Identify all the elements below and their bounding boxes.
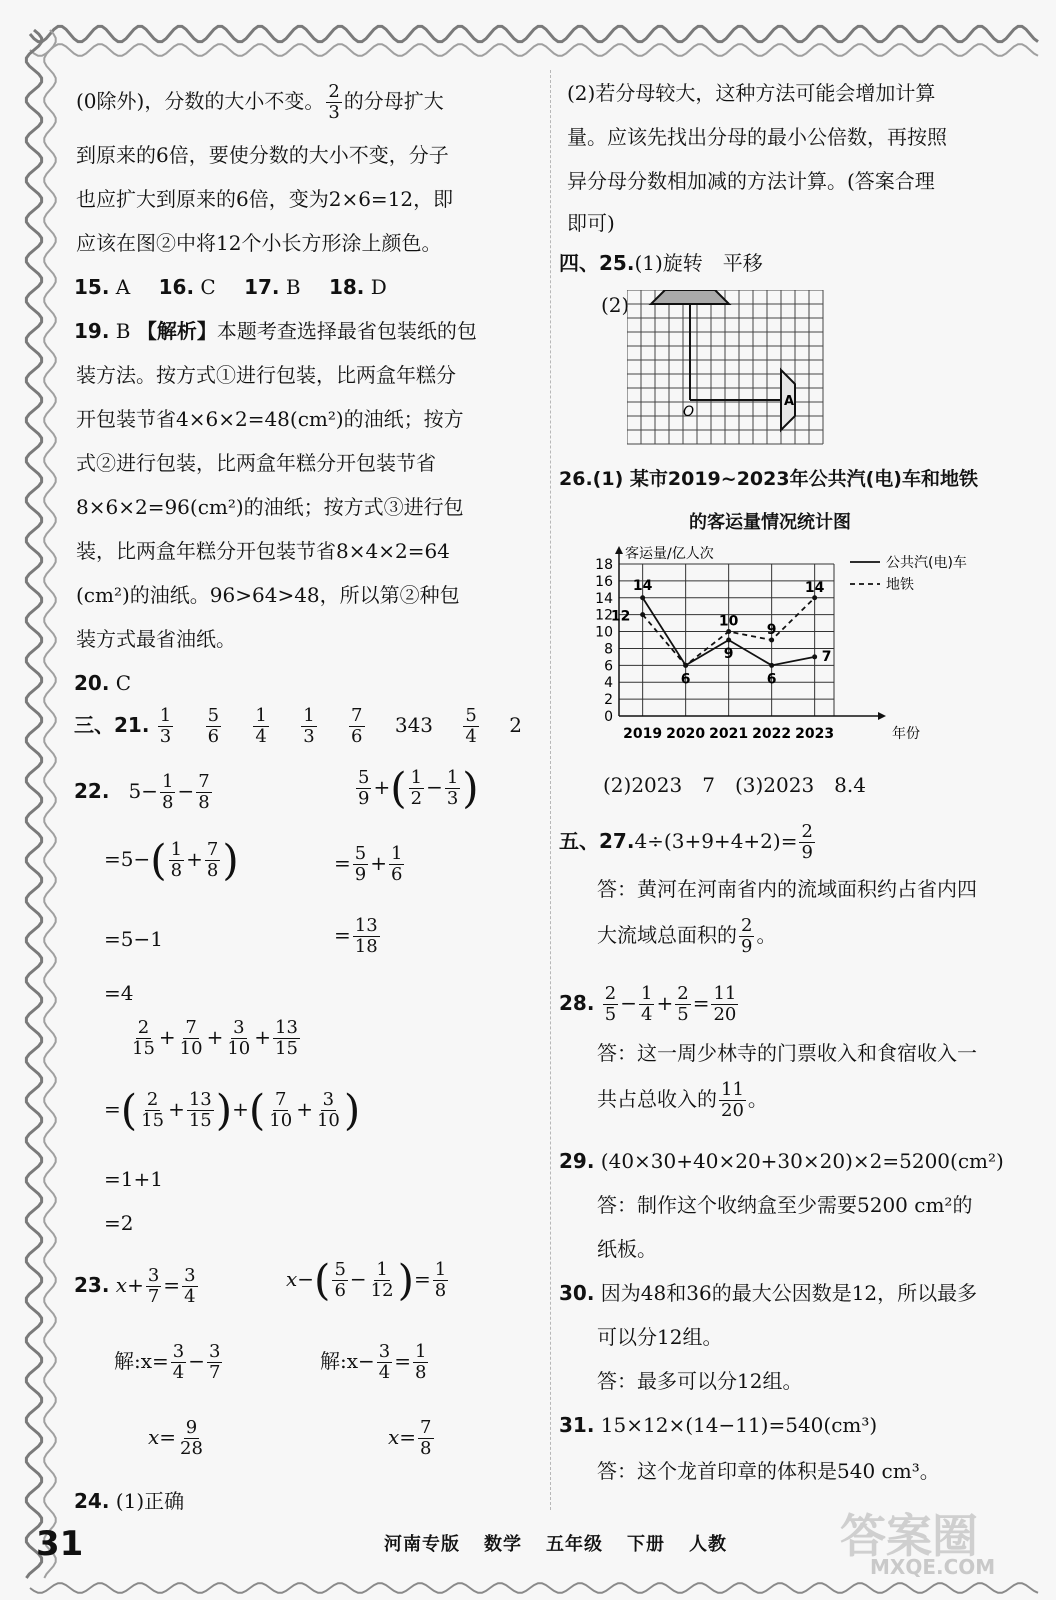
fraction: $\frac{7}{8}$ bbox=[420, 1417, 432, 1459]
text-line: 可以分12组。 bbox=[597, 1325, 723, 1349]
fraction: $\frac{5}{6}$ bbox=[334, 1259, 346, 1301]
q26-title-line: 26.(1) 某市2019~2023年公共汽(电)车和地铁 bbox=[559, 468, 978, 490]
text-line: 到原来的6倍，要使分数的大小不变，分子 bbox=[76, 143, 449, 167]
q22c-step2: =1+1 bbox=[104, 1167, 163, 1191]
fraction: $\frac{1}{6}$ bbox=[390, 843, 403, 885]
y-axis-label: 客运量/亿人次 bbox=[625, 546, 714, 562]
fraction: $\frac{3}{4}$ bbox=[378, 1341, 391, 1383]
q21-line: 三、21. $\frac{1}{3}$ $\frac{5}{6}$ $\frac{1}{4}$ $\frac{1}{3}$ $\frac{7}{6}$ 343 $\frac{5}{4}$ 2 bbox=[74, 705, 522, 747]
content-area bbox=[70, 70, 1030, 1550]
text-line: 装方式最省油纸。 bbox=[76, 627, 236, 651]
column-divider bbox=[550, 70, 551, 1510]
data-point-subway bbox=[640, 612, 645, 617]
x-axis-arrow bbox=[878, 712, 886, 720]
fraction: $\frac{1}{12}$ bbox=[370, 1259, 394, 1301]
watermark-logo: 答案圈 bbox=[840, 1509, 978, 1563]
q31-line: 31. 15×12×(14−11)=540(cm³) bbox=[559, 1413, 878, 1437]
fraction: $\frac{1}{4}$ bbox=[255, 705, 267, 747]
q28-line: 28. $\frac{2}{5}$ − $\frac{1}{4}$ + $\frac{2}{5}$ = $\frac{11}{20}$ bbox=[559, 983, 737, 1025]
q23a-line: 23. x+ $\frac{3}{7}$ = $\frac{3}{4}$ bbox=[74, 1265, 196, 1307]
text-line: 装，比两盒年糕分开包装节省8×4×2=64 bbox=[76, 539, 450, 563]
q26-answers: (2)2023 7 (3)2023 8.4 bbox=[603, 773, 866, 797]
q22b-line: $\frac{5}{9}$ +( $\frac{1}{2}$ − $\frac{1}{3}$ ) bbox=[358, 763, 479, 813]
fraction: $\frac{7}{10}$ bbox=[179, 1017, 203, 1059]
q30-line: 30. 因为48和36的最大公因数是12，所以最多 bbox=[559, 1281, 978, 1305]
data-point-subway bbox=[726, 629, 731, 634]
fraction: $\frac{7}{8}$ bbox=[206, 839, 219, 881]
y-axis-arrow bbox=[615, 546, 623, 554]
q23b-result: x= $\frac{7}{8}$ bbox=[388, 1417, 432, 1459]
text-line: 也应扩大到原来的6倍，变为2×6=12，即 bbox=[76, 187, 454, 211]
text-line: 式②进行包装，比两盒年糕分开包装节省 bbox=[76, 451, 436, 475]
fraction: $\frac{1}{8}$ bbox=[434, 1259, 447, 1301]
fraction: $\frac{3}{7}$ bbox=[147, 1265, 160, 1307]
origin-label: O bbox=[683, 404, 695, 420]
watermark-url: MXQE.COM bbox=[870, 1555, 996, 1579]
fraction: $\frac{7}{10}$ bbox=[269, 1089, 293, 1131]
x-tick-label: 2022 bbox=[752, 726, 792, 742]
text-line: 量。应该先找出分母的最小公倍数，再按照 bbox=[567, 125, 947, 149]
q22c-step3: =2 bbox=[104, 1211, 134, 1235]
text-line: 应该在图②中将12个小长方形涂上颜色。 bbox=[76, 231, 442, 255]
q22c-line: $\frac{2}{15}$ + $\frac{7}{10}$ + $\frac{3}{10}$ + $\frac{13}{15}$ bbox=[132, 1017, 298, 1059]
fraction: $\frac{2}{5}$ bbox=[604, 983, 617, 1025]
text-line: 答：制作这个收纳盒至少需要5200 cm²的 bbox=[597, 1193, 973, 1217]
fraction: $\frac{1}{3}$ bbox=[446, 767, 459, 809]
text-line: 装方法。按方式①进行包装，比两盒年糕分 bbox=[76, 363, 456, 387]
fraction: $\frac{2}{15}$ bbox=[141, 1089, 165, 1131]
data-label: 7 bbox=[821, 648, 832, 665]
q22b-step1: = $\frac{5}{9}$ + $\frac{1}{6}$ bbox=[334, 843, 403, 885]
data-label: 6 bbox=[680, 671, 691, 688]
page-number: 31 bbox=[36, 1524, 84, 1564]
q22c-step1: =( $\frac{2}{15}$ + $\frac{13}{15}$ )+( $\frac{7}{10}$ + $\frac{3}{10}$ ) bbox=[104, 1085, 361, 1135]
legend-label-subway: 地铁 bbox=[886, 577, 914, 593]
data-point-subway bbox=[683, 663, 688, 668]
y-tick-label: 10 bbox=[595, 624, 613, 641]
data-point-bus bbox=[726, 638, 731, 643]
fraction: $\frac{3}{4}$ bbox=[172, 1341, 185, 1383]
fraction: $\frac{2}{3}$ bbox=[328, 81, 340, 123]
fraction: $\frac{3}{4}$ bbox=[184, 1265, 196, 1307]
text-line: 答：最多可以分12组。 bbox=[597, 1369, 803, 1393]
x-axis-label: 年份 bbox=[892, 726, 920, 742]
q24-line: 24. (1)正确 bbox=[74, 1489, 185, 1513]
fraction: $\frac{7}{8}$ bbox=[198, 771, 210, 813]
data-point-bus bbox=[769, 663, 774, 668]
text-line: 大流域总面积的 $\frac{2}{9}$ 。 bbox=[597, 915, 777, 957]
text-line: 答：这一周少林寺的门票收入和食宿收入一 bbox=[597, 1041, 977, 1065]
q22a-step2: =5−1 bbox=[104, 927, 163, 951]
x-tick-label: 2019 bbox=[623, 726, 663, 742]
text-line: 纸板。 bbox=[597, 1237, 657, 1261]
data-point-bus bbox=[640, 595, 645, 600]
q25-part2-label: (2) bbox=[601, 293, 630, 317]
text-line: 8×6×2=96(cm²)的油纸；按方式③进行包 bbox=[76, 495, 464, 519]
q23b-solve: 解:x− $\frac{3}{4}$ = $\frac{1}{8}$ bbox=[320, 1341, 427, 1383]
y-tick-label: 8 bbox=[604, 641, 613, 658]
y-tick-label: 6 bbox=[604, 658, 613, 675]
fraction: $\frac{9}{28}$ bbox=[180, 1417, 203, 1459]
fraction: $\frac{5}{6}$ bbox=[207, 705, 220, 747]
fraction: $\frac{3}{10}$ bbox=[316, 1089, 340, 1131]
q22a-step1: =5−( $\frac{1}{8}$ + $\frac{7}{8}$ ) bbox=[104, 835, 239, 885]
text-line: 答：这个龙首印章的体积是540 cm³。 bbox=[597, 1459, 940, 1483]
data-point-subway bbox=[769, 638, 774, 643]
data-label: 9 bbox=[723, 646, 734, 662]
line-chart bbox=[575, 546, 1030, 746]
q19-line: 19. B 【解析】本题考查选择最省包装纸的包 bbox=[74, 319, 477, 343]
y-tick-label: 0 bbox=[604, 709, 613, 725]
data-label: 9 bbox=[766, 622, 777, 638]
transform-grid-figure bbox=[627, 290, 837, 450]
fraction: $\frac{11}{20}$ bbox=[713, 983, 737, 1025]
grid-lines bbox=[627, 290, 823, 444]
fraction: $\frac{3}{10}$ bbox=[227, 1017, 251, 1059]
text-line: (cm²)的油纸。96>64>48，所以第②种包 bbox=[76, 583, 460, 607]
trapezoid-original bbox=[651, 290, 729, 304]
data-point-subway bbox=[812, 595, 817, 600]
fraction: $\frac{13}{15}$ bbox=[188, 1089, 212, 1131]
fraction: $\frac{11}{20}$ bbox=[721, 1079, 744, 1121]
text-line: 开包装节省4×6×2=48(cm²)的油纸；按方 bbox=[76, 407, 464, 431]
mc-answers: 15. A 16. C 17. B 18. D bbox=[74, 275, 387, 299]
data-label: 6 bbox=[766, 671, 777, 688]
data-label: 12 bbox=[610, 608, 631, 625]
fraction: $\frac{13}{15}$ bbox=[275, 1017, 298, 1059]
text-line: 即可) bbox=[567, 211, 615, 235]
data-label: 10 bbox=[718, 613, 739, 630]
text-line: (0除外)，分数的大小不变。 $\frac{2}{3}$ 的分母扩大 bbox=[76, 81, 444, 123]
y-tick-label: 16 bbox=[595, 573, 613, 590]
data-label: 14 bbox=[804, 579, 825, 596]
fraction: $\frac{5}{9}$ bbox=[354, 843, 367, 885]
fraction: $\frac{3}{7}$ bbox=[209, 1341, 221, 1383]
fraction: $\frac{1}{2}$ bbox=[410, 767, 423, 809]
fraction: $\frac{5}{9}$ bbox=[358, 767, 370, 809]
y-tick-label: 12 bbox=[595, 607, 613, 624]
x-tick-label: 2021 bbox=[709, 726, 749, 742]
fraction: $\frac{1}{3}$ bbox=[303, 705, 315, 747]
q22b-step2: = $\frac{13}{18}$ bbox=[334, 915, 378, 957]
fraction: $\frac{2}{9}$ bbox=[801, 821, 813, 863]
q23a-solve: 解:x= $\frac{3}{4}$ − $\frac{3}{7}$ bbox=[114, 1341, 221, 1383]
text-line: 异分母分数相加减的方法计算。(答案合理 bbox=[567, 169, 935, 193]
data-point-bus bbox=[812, 654, 817, 659]
text-line: 答：黄河在河南省内的流域面积约占省内四 bbox=[597, 877, 977, 901]
q27-line: 五、27.4÷(3+9+4+2)= $\frac{2}{9}$ bbox=[559, 821, 813, 863]
x-tick-label: 2023 bbox=[795, 726, 835, 742]
fraction: $\frac{1}{8}$ bbox=[162, 771, 174, 813]
shape-a-label: A bbox=[784, 394, 795, 409]
fraction: $\frac{1}{4}$ bbox=[641, 983, 653, 1025]
q26-title2: 的客运量情况统计图 bbox=[689, 512, 851, 533]
q22a-line: 22. 5− $\frac{1}{8}$ − $\frac{7}{8}$ bbox=[74, 771, 210, 813]
fraction: $\frac{1}{8}$ bbox=[170, 839, 183, 881]
y-tick-label: 2 bbox=[604, 692, 613, 709]
fraction: $\frac{5}{4}$ bbox=[465, 705, 477, 747]
fraction: $\frac{13}{18}$ bbox=[354, 915, 378, 957]
text-line: (2)若分母较大，这种方法可能会增加计算 bbox=[567, 81, 936, 105]
data-label: 14 bbox=[632, 577, 653, 594]
footer-info: 河南专版 数学 五年级 下册 人教 bbox=[384, 1534, 727, 1555]
q22a-step3: =4 bbox=[104, 981, 134, 1005]
legend-label-bus: 公共汽(电)车 bbox=[886, 555, 967, 571]
x-tick-label: 2020 bbox=[666, 726, 706, 742]
fraction: $\frac{2}{9}$ bbox=[741, 915, 753, 957]
y-tick-label: 14 bbox=[595, 590, 613, 607]
y-tick-label: 4 bbox=[604, 675, 613, 692]
q29-line: 29. (40×30+40×20+30×20)×2=5200(cm²) bbox=[559, 1149, 1004, 1173]
q23a-result: x= $\frac{9}{28}$ bbox=[148, 1417, 203, 1459]
fraction: $\frac{7}{6}$ bbox=[351, 705, 363, 747]
q25-line: 四、25.(1)旋转 平移 bbox=[559, 251, 763, 275]
fraction: $\frac{2}{5}$ bbox=[677, 983, 689, 1025]
y-tick-label: 18 bbox=[595, 557, 613, 573]
fraction: $\frac{1}{8}$ bbox=[415, 1341, 427, 1383]
q23b-line: x−( $\frac{5}{6}$ − $\frac{1}{12}$ )= $\frac{1}{8}$ bbox=[286, 1255, 447, 1305]
fraction: $\frac{1}{3}$ bbox=[159, 705, 172, 747]
fraction: $\frac{2}{15}$ bbox=[132, 1017, 155, 1059]
q20-line: 20. C bbox=[74, 671, 132, 695]
text-line: 共占总收入的 $\frac{11}{20}$ 。 bbox=[597, 1079, 768, 1121]
